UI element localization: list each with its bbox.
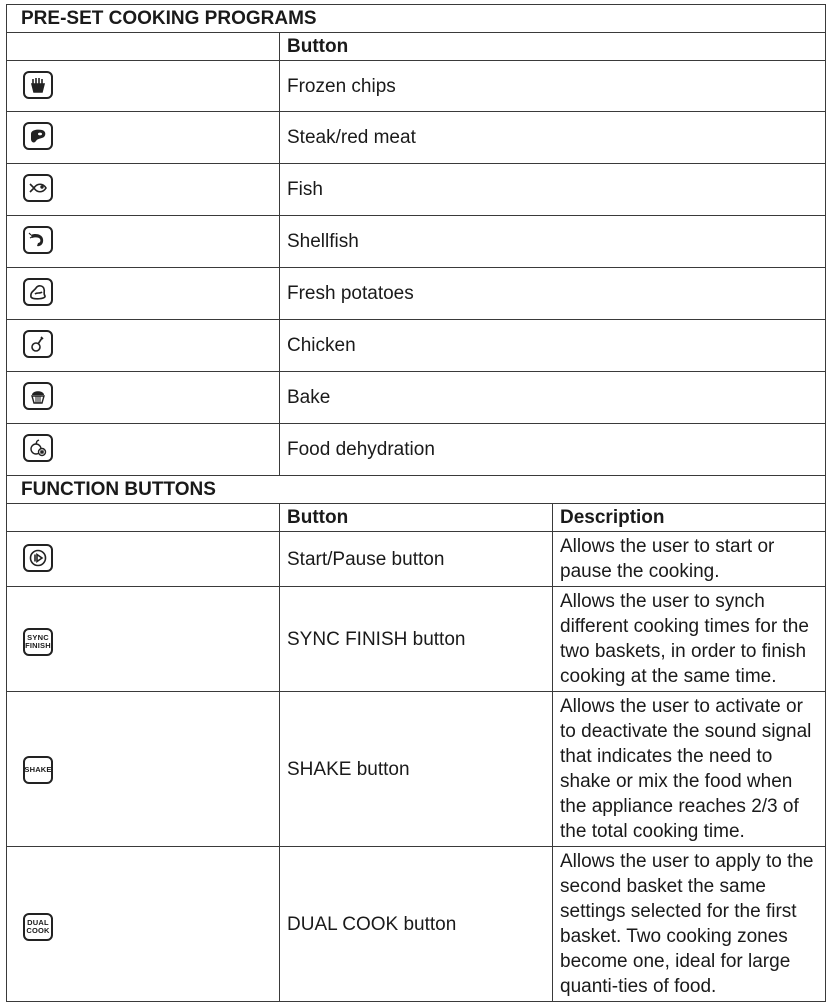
preset-section-title: PRE-SET COOKING PROGRAMS	[7, 5, 826, 33]
function-description: Allows the user to synch different cooking times for the two baskets, in order to finish cooking at the same time.	[553, 587, 826, 692]
table-row	[7, 847, 826, 1002]
function-column-description: Description	[553, 504, 826, 532]
table-row	[7, 216, 826, 268]
table-row	[7, 424, 826, 476]
table-row	[7, 587, 826, 692]
shrimp-icon[interactable]	[23, 226, 53, 254]
dehydrate-icon[interactable]	[23, 434, 53, 462]
table-row	[7, 112, 826, 164]
cupcake-icon[interactable]	[23, 382, 53, 410]
preset-label: Fresh potatoes	[280, 268, 826, 320]
shake-icon[interactable]: SHAKE	[23, 756, 53, 784]
dual-cook-icon[interactable]: DUAL COOK	[23, 913, 53, 941]
preset-label: Bake	[280, 372, 826, 424]
table-row	[7, 164, 826, 216]
table-row	[7, 692, 826, 847]
steak-icon[interactable]	[23, 122, 53, 150]
preset-label: Steak/red meat	[280, 112, 826, 164]
potato-icon[interactable]	[23, 278, 53, 306]
sync-finish-icon[interactable]: SYNC FINISH	[23, 628, 53, 656]
preset-label: Frozen chips	[280, 61, 826, 112]
preset-label: Fish	[280, 164, 826, 216]
function-label: SHAKE button	[280, 692, 553, 847]
fish-icon[interactable]	[23, 174, 53, 202]
function-section-title: FUNCTION BUTTONS	[7, 476, 826, 504]
table-row	[7, 320, 826, 372]
drumstick-icon[interactable]	[23, 330, 53, 358]
function-description: Allows the user to start or pause the cooking.	[553, 532, 826, 587]
table-row	[7, 61, 826, 112]
function-description: Allows the user to apply to the second basket the same settings selected for the first basket. Two cooking zones become one, ideal for large quanti-ties of food.	[553, 847, 826, 1002]
function-label: SYNC FINISH button	[280, 587, 553, 692]
table-row	[7, 532, 826, 587]
function-label: DUAL COOK button	[280, 847, 553, 1002]
preset-label: Chicken	[280, 320, 826, 372]
fries-icon[interactable]	[23, 71, 53, 99]
preset-column-button: Button	[280, 33, 826, 61]
table-row	[7, 372, 826, 424]
function-description: Allows the user to activate or to deactivate the sound signal that indicates the need to shake or mix the food when the appliance reaches 2/3 of the total cooking time.	[553, 692, 826, 847]
function-column-button: Button	[280, 504, 553, 532]
function-label: Start/Pause button	[280, 532, 553, 587]
preset-label: Food dehydration	[280, 424, 826, 476]
preset-label: Shellfish	[280, 216, 826, 268]
play-pause-icon[interactable]	[23, 544, 53, 572]
cooking-programs-table	[6, 4, 826, 1002]
table-row	[7, 268, 826, 320]
